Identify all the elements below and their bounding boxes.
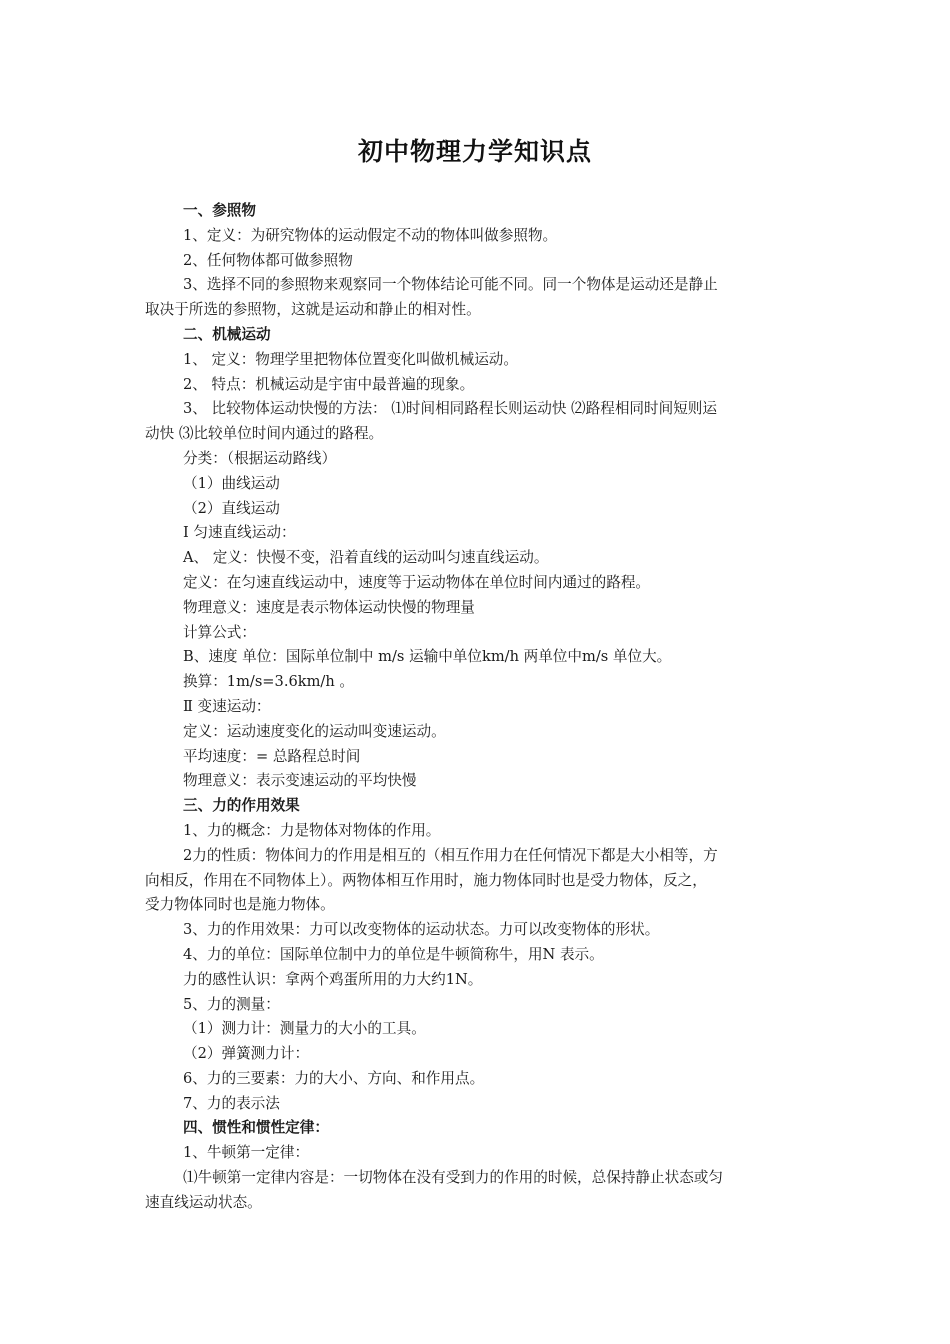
text-line: 向相反，作用在不同物体上）。两物体相互作用时，施力物体同时也是受力物体，反之， (145, 871, 707, 889)
text-line: 定义：运动速度变化的运动叫变速运动。 (183, 722, 446, 740)
text-line: 3、 比较物体运动快慢的方法： ⑴时间相同路程长则运动快 ⑵路程相同时间短则运 (183, 400, 717, 418)
text-line: 2、任何物体都可做参照物 (183, 251, 353, 269)
text-line: 换算：1m/s=3.6km/h 。 (183, 673, 354, 691)
text-line: 动快 ⑶比较单位时间内通过的路程。 (145, 425, 384, 443)
text-line: 力的感性认识：拿两个鸡蛋所用的力大约1N。 (183, 970, 483, 988)
text-line: （2）弹簧测力计： (183, 1045, 310, 1063)
text-line: A、 定义：快慢不变，沿着直线的运动叫匀速直线运动。 (183, 549, 549, 567)
text-line: 物理意义：速度是表示物体运动快慢的物理量 (183, 598, 475, 616)
text-line: （1）曲线运动 (183, 474, 280, 492)
text-line: 受力物体同时也是施力物体。 (145, 896, 335, 914)
text-line: 5、力的测量： (183, 995, 280, 1013)
section-heading: 三、力的作用效果 (183, 797, 300, 815)
text-line: B、速度 单位：国际单位制中 m/s 运输中单位km/h 两单位中m/s 单位大。 (183, 648, 672, 666)
document-body (145, 199, 810, 1216)
text-line: 1、定义：为研究物体的运动假定不动的物体叫做参照物。 (183, 226, 558, 244)
text-line: 4、力的单位：国际单位制中力的单位是牛顿简称牛，用N 表示。 (183, 945, 604, 963)
text-line: Ⅱ 变速运动： (183, 697, 271, 715)
text-line: （1）测力计：测量力的大小的工具。 (183, 1020, 426, 1038)
section-heading: 一、参照物 (183, 202, 256, 219)
section-heading: 二、机械运动 (183, 325, 271, 343)
text-line: 分类：（根据运动路线） (183, 449, 337, 467)
section-heading: 四、惯性和惯性定律： (183, 1119, 329, 1137)
text-line: 取决于所选的参照物，这就是运动和静止的相对性。 (145, 301, 481, 319)
text-line: 1、力的概念：力是物体对物体的作用。 (183, 821, 441, 839)
text-line: 6、力的三要素：力的大小、方向、和作用点。 (183, 1069, 485, 1087)
text-line: 3、力的作用效果：力可以改变物体的运动状态。力可以改变物体的形状。 (183, 921, 660, 939)
text-line: 速直线运动状态。 (145, 1193, 262, 1211)
text-line: 2力的性质：物体间力的作用是相互的（相互作用力在任何情况下都是大小相等，方 (183, 846, 718, 864)
text-line: 2、 特点：机械运动是宇宙中最普遍的现象。 (183, 375, 475, 393)
text-line: 1、 定义：物理学里把物体位置变化叫做机械运动。 (183, 350, 518, 368)
text-line: ⑴牛顿第一定律内容是：一切物体在没有受到力的作用的时候，总保持静止状态或匀 (183, 1169, 723, 1187)
text-line: （2）直线运动 (183, 499, 280, 517)
document-title: 初中物理力学知识点 (357, 137, 592, 166)
text-line: 7、力的表示法 (183, 1094, 280, 1112)
text-line: 计算公式： (183, 623, 256, 641)
text-line: 3、选择不同的参照物来观察同一个物体结论可能不同。同一个物体是运动还是静止 (183, 276, 718, 294)
text-line: 定义：在匀速直线运动中，速度等于运动物体在单位时间内通过的路程。 (183, 573, 651, 591)
text-line: Ⅰ 匀速直线运动： (183, 524, 296, 542)
text-line: 平均速度：= 总路程总时间 (183, 747, 361, 765)
text-line: 1、牛顿第一定律： (183, 1144, 310, 1162)
text-line: 物理意义：表示变速运动的平均快慢 (183, 772, 417, 790)
